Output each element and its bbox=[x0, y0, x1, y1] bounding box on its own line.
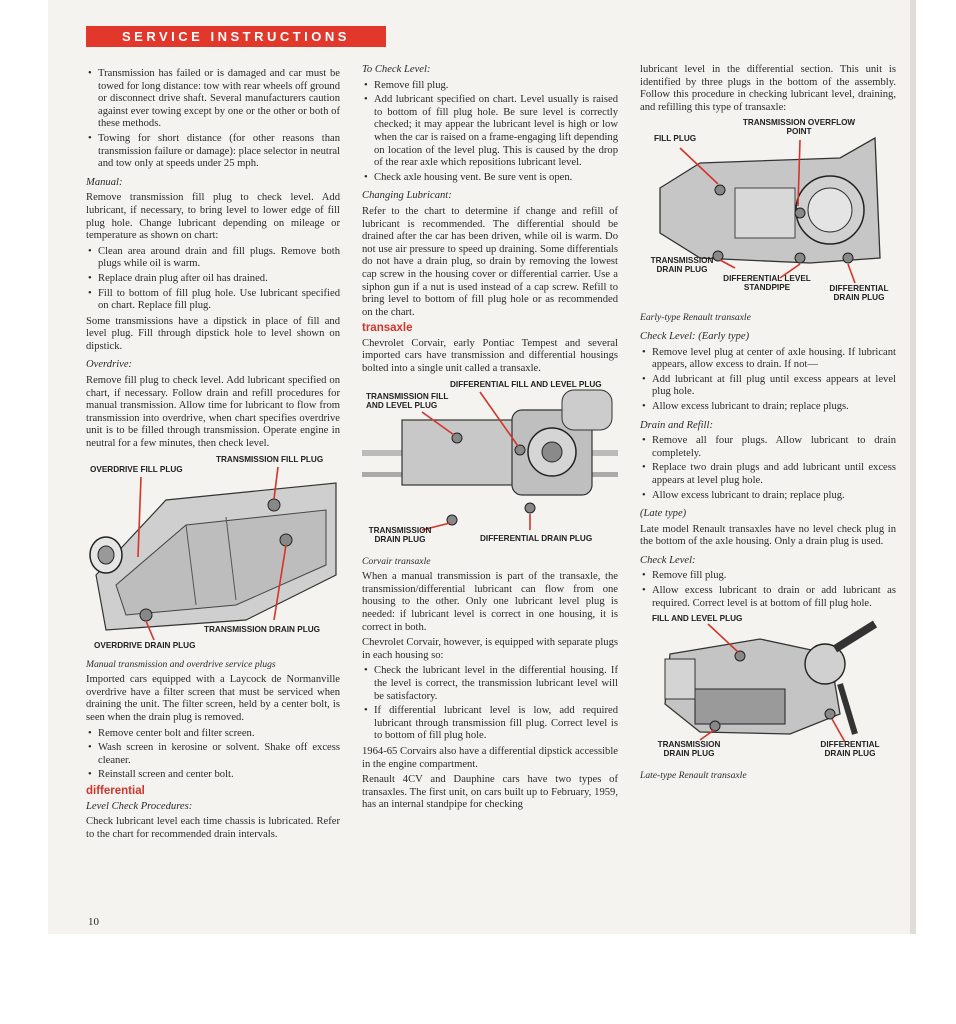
list-item: • Replace drain plug after oil has drained. bbox=[86, 273, 340, 286]
late-trans-drain-label: TRANSMISSION DRAIN PLUG bbox=[657, 740, 721, 759]
list-item: • Remove fill plug. bbox=[362, 80, 618, 93]
dipstick-paragraph: Some transmissions have a dipstick in place of fill and level plug. Fill through dipstick hole to level shown on dipstick. bbox=[86, 315, 340, 352]
list-item: • Reinstall screen and center bolt. bbox=[86, 769, 340, 782]
list-item: • Check the lubricant level in the differential housing. If the level is correct, the transmission lubricant level will be satisfactory. bbox=[362, 665, 618, 703]
renault-paragraph: Renault 4CV and Dauphine cars have two types of transaxles. The first unit, on cars built up to February, 1959, has an internal standpipe for checking bbox=[362, 774, 618, 811]
early-check-heading: Check Level: (Early type) bbox=[640, 330, 750, 342]
corvair-list bbox=[362, 665, 618, 743]
manual-heading: Manual: bbox=[86, 176, 123, 188]
trans-fill-level-label: TRANSMISSION FILL AND LEVEL PLUG bbox=[366, 391, 449, 410]
page-number: 10 bbox=[88, 916, 99, 928]
level-check-heading: Level Check Procedures: bbox=[86, 800, 193, 812]
imported-list bbox=[86, 728, 340, 782]
fill-level-label: FILL AND LEVEL PLUG bbox=[652, 614, 743, 624]
imported-paragraph: Imported cars equipped with a Laycock de Normanville overdrive have a filter screen that must be serviced when draining the unit. The filter screen, held by a center bolt, is seen when the drain plug is removed. bbox=[86, 674, 340, 723]
overdrive-figure bbox=[86, 455, 340, 655]
transaxle-paragraph: Chevrolet Corvair, early Pontiac Tempest and several imported cars have transmission and differential housings bolted into a single unit called a transaxle. bbox=[362, 337, 618, 375]
page-edge bbox=[910, 0, 916, 934]
list-item: • Fill to bottom of fill plug hole. Use lubricant specified on chart. Replace fill plug. bbox=[86, 288, 340, 313]
to-check-heading: To Check Level: bbox=[362, 64, 431, 75]
column-2 bbox=[362, 64, 618, 815]
list-item: • Check axle housing vent. Be sure vent is open. bbox=[362, 172, 618, 185]
to-check-list bbox=[362, 80, 618, 185]
late-diff-drain-label: DIFFERENTIAL DRAIN PLUG bbox=[820, 740, 880, 759]
manual-trans-paragraph: When a manual transmission is part of the transaxle, the transmission/differential lubricant can flow from one housing to the other. Only one lubricant level plug is needed: if lubricant level is correct in one housing, it is correct in both. bbox=[362, 571, 618, 633]
check-level-heading: Check Level: bbox=[640, 554, 696, 566]
list-item: • Wash screen in kerosine or solvent. Shake off excess cleaner. bbox=[86, 742, 340, 767]
list-item: • Add lubricant at fill plug until excess appears at level plug hole. bbox=[640, 374, 896, 399]
differential-heading: differential bbox=[86, 784, 145, 797]
check-level-list bbox=[640, 570, 896, 610]
list-item: • Allow excess lubricant to drain or add lubricant as required. Correct level is at bottom of fill plug hole. bbox=[640, 585, 896, 610]
overdrive-fill-label: OVERDRIVE FILL PLUG bbox=[90, 464, 183, 474]
list-item: • Add lubricant specified on chart. Level usually is raised to bottom of fill plug hole. Be sure level is correctly checked; it may appear the lubricant level is high or low when the car is raised on a frame-engaging lift depending on location of the level plug. This is caused by the drop of the rear axle which repositions lubricant level. bbox=[362, 94, 618, 170]
transaxle-heading: transaxle bbox=[362, 322, 413, 335]
list-item: • Towing for short distance (for other reasons than transmission failure or damage): place selector in neutral and tow only at speeds under 25 mph. bbox=[86, 133, 340, 171]
list-item: • Allow excess lubricant to drain; replace plug. bbox=[640, 490, 896, 503]
overdrive-caption: Manual transmission and overdrive service plugs bbox=[86, 658, 276, 670]
list-item: • Transmission has failed or is damaged and car must be towed for long distance: tow with rear wheels off ground or disconnect drive shaft. Several manufacturers caution against ever towing except by one or the other or both of these methods. bbox=[86, 68, 340, 131]
changing-paragraph: Refer to the chart to determine if change and refill of lubricant is recommended. The differential should be drained after the car has been driven, while oil is warm. Do not use air pressure to speed up draining. Some differentials do not have a drain plug, so drain by removing the lowest cap screw in the housing cover or differential carrier. Use a siphon gun if a nut is used instead of a cap screw. Refill to bring level to bottom of fill plug hole or as recommended on the chart. bbox=[362, 205, 618, 318]
list-item: • If differential lubricant level is low, add required lubricant through transmission fill plug. Correct level is to bottom of fill plug hole. bbox=[362, 705, 618, 743]
list-item: • Allow excess lubricant to drain; replace plugs. bbox=[640, 401, 896, 414]
list-item: • Remove fill plug. bbox=[640, 570, 896, 583]
column-1 bbox=[86, 68, 340, 844]
manual-paragraph: Remove transmission fill plug to check level. Add lubricant, if necessary, to bring level to lower edge of fill plug hole. Change lubricant depending on mileage or temperature as shown on chart: bbox=[86, 192, 340, 242]
corvair-trans-drain-label: TRANSMISSION DRAIN PLUG bbox=[368, 525, 432, 544]
list-item: • Remove level plug at center of axle housing. If lubricant appears, allow excess to drain. If not— bbox=[640, 347, 896, 372]
transmission-fill-label: TRANSMISSION FILL PLUG bbox=[216, 454, 324, 464]
overdrive-drain-label: OVERDRIVE DRAIN PLUG bbox=[94, 640, 196, 650]
list-item: • Clean area around drain and fill plugs. Remove both plugs while oil is warm. bbox=[86, 246, 340, 271]
overdrive-heading: Overdrive: bbox=[86, 359, 133, 371]
standpipe-label: DIFFERENTIAL LEVEL STANDPIPE bbox=[723, 274, 811, 293]
list-item: • Replace two drain plugs and add lubricant until excess appears at level plug hole. bbox=[640, 462, 896, 487]
late-type-heading: (Late type) bbox=[640, 508, 687, 520]
overflow-label: TRANSMISSION OVERFLOW POINT bbox=[742, 118, 856, 137]
early-renault-figure bbox=[640, 118, 896, 308]
changing-heading: Changing Lubricant: bbox=[362, 190, 452, 202]
late-renault-figure bbox=[640, 614, 896, 766]
late-renault-caption: Late-type Renault transaxle bbox=[640, 770, 747, 782]
section-banner: SERVICE INSTRUCTIONS bbox=[86, 26, 386, 47]
corvair-diff-drain-label: DIFFERENTIAL DRAIN PLUG bbox=[480, 533, 593, 543]
corvair-caption: Corvair transaxle bbox=[362, 555, 431, 567]
continued-paragraph: lubricant level in the differential section. This unit is identified by three plugs in the bottom of the assembly. Follow this procedure in checking lubricant level, draining, and refilling this type of transaxle: bbox=[640, 64, 896, 113]
corvair-paragraph: Chevrolet Corvair, however, is equipped with separate plugs in each housing so: bbox=[362, 637, 618, 661]
early-check-list bbox=[640, 347, 896, 414]
transmission-drain-label: TRANSMISSION DRAIN PLUG bbox=[204, 624, 320, 634]
level-check-paragraph: Check lubricant level each time chassis is lubricated. Refer to the chart for recommended drain intervals. bbox=[86, 816, 340, 840]
early-renault-caption: Early-type Renault transaxle bbox=[640, 312, 751, 324]
late-type-paragraph: Late model Renault transaxles have no level check plug in the bottom of the axle housing. Only a drain plug is used. bbox=[640, 523, 896, 548]
corvair-figure bbox=[362, 380, 618, 552]
early-trans-drain-label: TRANSMISSION DRAIN PLUG bbox=[650, 256, 714, 275]
corvair64-paragraph: 1964-65 Corvairs also have a differential dipstick accessible in the engine compartment. bbox=[362, 745, 618, 770]
drain-refill-list bbox=[640, 435, 896, 502]
manual-list bbox=[86, 246, 340, 313]
fill-plug-label: FILL PLUG bbox=[654, 134, 697, 144]
drain-refill-heading: Drain and Refill: bbox=[640, 419, 713, 431]
list-item: • Remove all four plugs. Allow lubricant to drain completely. bbox=[640, 435, 896, 460]
list-item: • Remove center bolt and filter screen. bbox=[86, 728, 340, 741]
towing-list bbox=[86, 68, 340, 171]
diff-fill-level-label: DIFFERENTIAL FILL AND LEVEL PLUG bbox=[450, 379, 602, 389]
overdrive-paragraph: Remove fill plug to check level. Add lubricant specified on chart, if necessary. Follow drain and refill procedures for manual transmission. Allow time for lubricant to flow from transmission into overdrive, when chart specifies overdrive unit is to be filled through transmission. Operate engine in neutral for a few minutes, then check level. bbox=[86, 375, 340, 450]
column-3 bbox=[640, 64, 896, 786]
early-diff-drain-label: DIFFERENTIAL DRAIN PLUG bbox=[829, 284, 889, 303]
